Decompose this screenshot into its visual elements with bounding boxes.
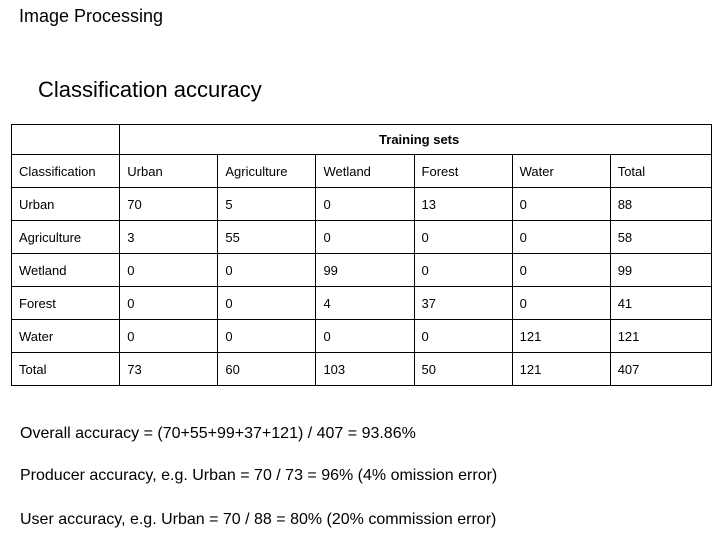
value-cell: 0 — [316, 320, 414, 353]
user-accuracy-note: User accuracy, e.g. Urban = 70 / 88 = 80% (20% commission error) — [20, 511, 497, 528]
value-cell: 3 — [120, 221, 218, 254]
value-cell: 0 — [120, 254, 218, 287]
value-cell: 0 — [414, 221, 512, 254]
value-cell: 4 — [316, 287, 414, 320]
value-cell: 13 — [414, 188, 512, 221]
value-cell: 121 — [512, 320, 610, 353]
value-cell: 41 — [610, 287, 711, 320]
column-header-cell: Urban — [120, 155, 218, 188]
value-cell: 0 — [218, 254, 316, 287]
value-cell: 103 — [316, 353, 414, 386]
row-label-cell: Urban — [12, 188, 120, 221]
value-cell: 0 — [120, 320, 218, 353]
value-cell: 0 — [218, 287, 316, 320]
table-row — [12, 221, 712, 254]
value-cell: 5 — [218, 188, 316, 221]
value-cell: 0 — [512, 254, 610, 287]
value-cell: 0 — [316, 221, 414, 254]
value-cell: 121 — [512, 353, 610, 386]
row-label-cell: Agriculture — [12, 221, 120, 254]
value-cell: 73 — [120, 353, 218, 386]
value-cell: 70 — [120, 188, 218, 221]
confusion-matrix-body — [12, 125, 712, 386]
value-cell: 58 — [610, 221, 711, 254]
value-cell: 0 — [218, 320, 316, 353]
table-row — [12, 287, 712, 320]
value-cell: 99 — [610, 254, 711, 287]
producer-accuracy-note: Producer accuracy, e.g. Urban = 70 / 73 = 96% (4% omission error) — [20, 467, 498, 484]
column-header-row — [12, 155, 712, 188]
value-cell: 407 — [610, 353, 711, 386]
value-cell: 0 — [414, 254, 512, 287]
column-header-cell: Classification — [12, 155, 120, 188]
value-cell: 88 — [610, 188, 711, 221]
training-sets-header-row — [12, 125, 712, 155]
header-title: Image Processing — [19, 6, 164, 26]
value-cell: 0 — [414, 320, 512, 353]
row-label-cell: Forest — [12, 287, 120, 320]
row-label-cell: Wetland — [12, 254, 120, 287]
value-cell: 55 — [218, 221, 316, 254]
slide-title: Classification accuracy — [38, 77, 262, 102]
column-header-cell: Agriculture — [218, 155, 316, 188]
row-label-cell: Water — [12, 320, 120, 353]
value-cell: 37 — [414, 287, 512, 320]
column-header-cell: Forest — [414, 155, 512, 188]
confusion-matrix-table — [11, 124, 712, 386]
training-sets-header: Training sets — [120, 125, 712, 155]
overall-accuracy-note: Overall accuracy = (70+55+99+37+121) / 407 = 93.86% — [20, 425, 416, 442]
value-cell: 60 — [218, 353, 316, 386]
empty-corner-cell — [12, 125, 120, 155]
value-cell: 99 — [316, 254, 414, 287]
value-cell: 0 — [512, 287, 610, 320]
table-row — [12, 254, 712, 287]
column-header-cell: Water — [512, 155, 610, 188]
value-cell: 0 — [512, 188, 610, 221]
table-row — [12, 188, 712, 221]
value-cell: 0 — [316, 188, 414, 221]
row-label-cell: Total — [12, 353, 120, 386]
value-cell: 121 — [610, 320, 711, 353]
column-header-cell: Wetland — [316, 155, 414, 188]
value-cell: 0 — [120, 287, 218, 320]
value-cell: 0 — [512, 221, 610, 254]
column-header-cell: Total — [610, 155, 711, 188]
table-row — [12, 320, 712, 353]
table-row — [12, 353, 712, 386]
value-cell: 50 — [414, 353, 512, 386]
